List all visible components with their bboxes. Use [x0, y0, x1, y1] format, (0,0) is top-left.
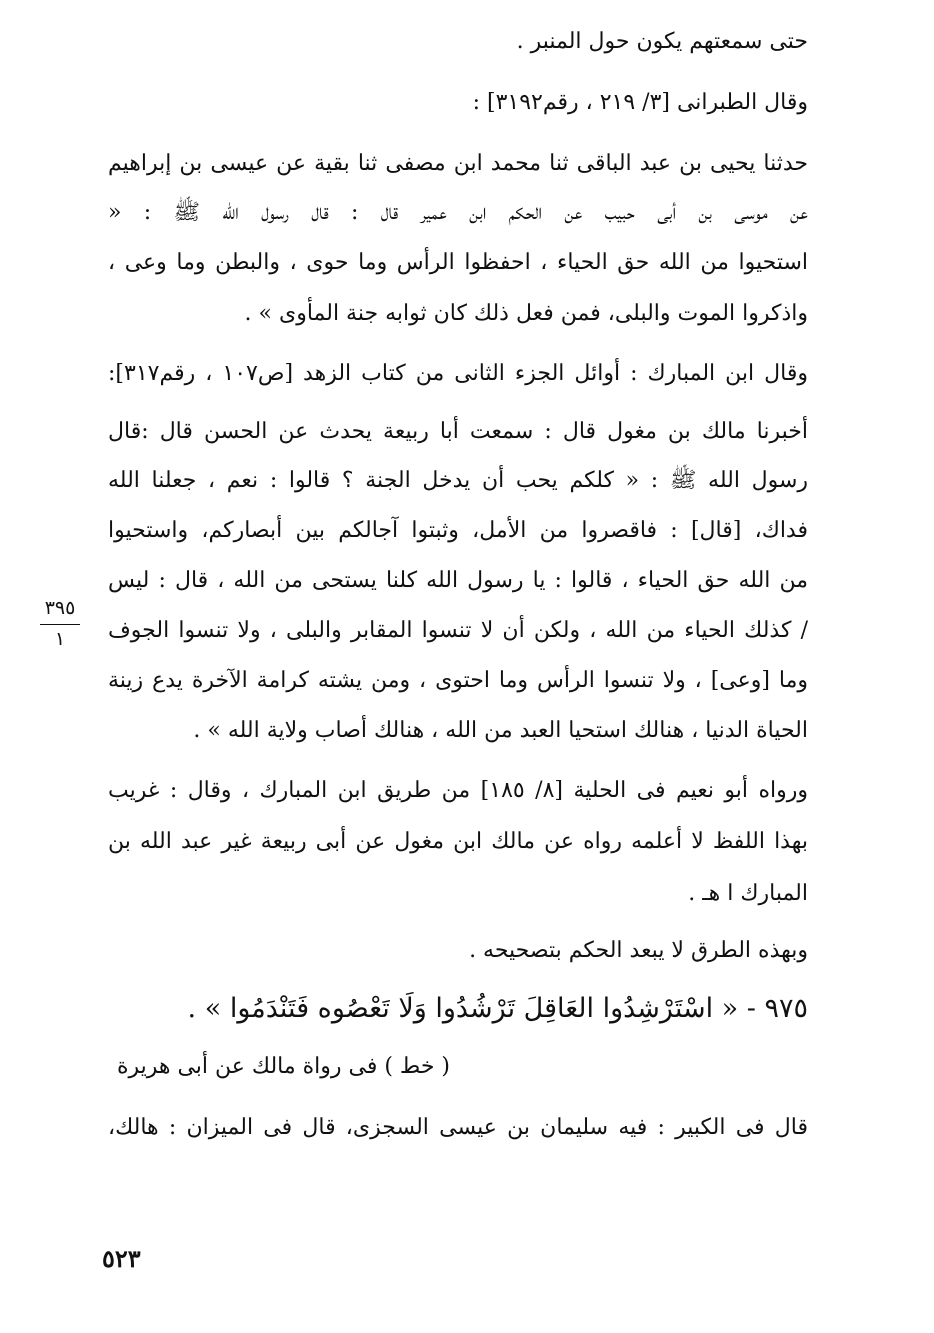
text-line: وبهذه الطرق لا يبعد الحكم بتصحيحه .	[469, 938, 808, 963]
hadith-source: ( خط ) فى رواة مالك عن أبى هريرة	[116, 1054, 450, 1079]
text-line: فداك، [قال] : فاقصروا من الأمل، وثبتوا آجالكم بين أبصاركم، واستحيوا	[108, 518, 808, 543]
margin-reference-rule	[40, 624, 80, 625]
text-line: وقال ابن المبارك : أوائل الجزء الثانى من كتاب الزهد [ص١٠٧ ، رقم٣١٧]:	[108, 361, 808, 386]
margin-reference	[40, 596, 80, 651]
text-line: بهذا اللفظ لا أعلمه رواه عن مالك ابن مغول عن أبى ربيعة غير عبد الله بن	[108, 829, 808, 854]
text-line: حدثنا يحيى بن عبد الباقى ثنا محمد ابن مصفى ثنا بقية عن عيسى بن إبراهيم	[108, 151, 808, 176]
text-line: الحياة الدنيا ، هنالك استحيا العبد من الله ، هنالك أصاب ولاية الله » .	[193, 718, 808, 743]
text-line: قال فى الكبير : فيه سليمان بن عيسى السجزى، قال فى الميزان : هالك،	[108, 1115, 808, 1140]
text-line: عن موسى بن أبى حبيب عن الحكم ابن عمير قال : قال رسول الله ﷺ : «	[108, 200, 808, 225]
text-line: وقال الطبرانى [٣/ ٢١٩ ، رقم٣١٩٢] :	[472, 90, 808, 115]
hadith-heading: ٩٧٥ - « اسْتَرْشِدُوا العَاقِلَ تَرْشُدُوا وَلَا تَعْصُوه فَتَنْدَمُوا » .	[187, 993, 808, 1024]
text-line: المبارك ا هـ .	[688, 881, 808, 906]
text-line: رسول الله ﷺ : « كلكم يحب أن يدخل الجنة ؟ قالوا : نعم ، جعلنا الله	[108, 468, 808, 493]
page-number: ٥٢٣	[102, 1244, 141, 1273]
text-line: حتى سمعتهم يكون حول المنبر .	[516, 29, 808, 54]
text-line: وما [وعى] ، ولا تنسوا الرأس وما احتوى ، ومن يشته كرامة الآخرة يدع زينة	[108, 668, 808, 693]
text-line: استحيوا من الله حق الحياء ، احفظوا الرأس وما حوى ، والبطن وما وعى ،	[108, 250, 808, 275]
margin-reference-volume: ٣٩٥	[44, 597, 76, 619]
text-line: / كذلك الحياء من الله ، ولكن أن لا تنسوا المقابر والبلى ، ولا تنسوا الجوف	[108, 618, 808, 643]
text-line: واذكروا الموت والبلى، فمن فعل ذلك كان ثوابه جنة المأوى » .	[244, 301, 808, 326]
margin-reference-part: ١	[54, 628, 66, 650]
text-line: من الله حق الحياء ، قالوا : يا رسول الله كلنا يستحى من الله ، قال : ليس	[108, 568, 808, 593]
text-line: أخبرنا مالك بن مغول قال : سمعت أبا ربيعة يحدث عن الحسن قال :قال	[108, 419, 808, 444]
text-line: ورواه أبو نعيم فى الحلية [٨/ ١٨٥] من طريق ابن المبارك ، وقال : غريب	[108, 778, 809, 803]
